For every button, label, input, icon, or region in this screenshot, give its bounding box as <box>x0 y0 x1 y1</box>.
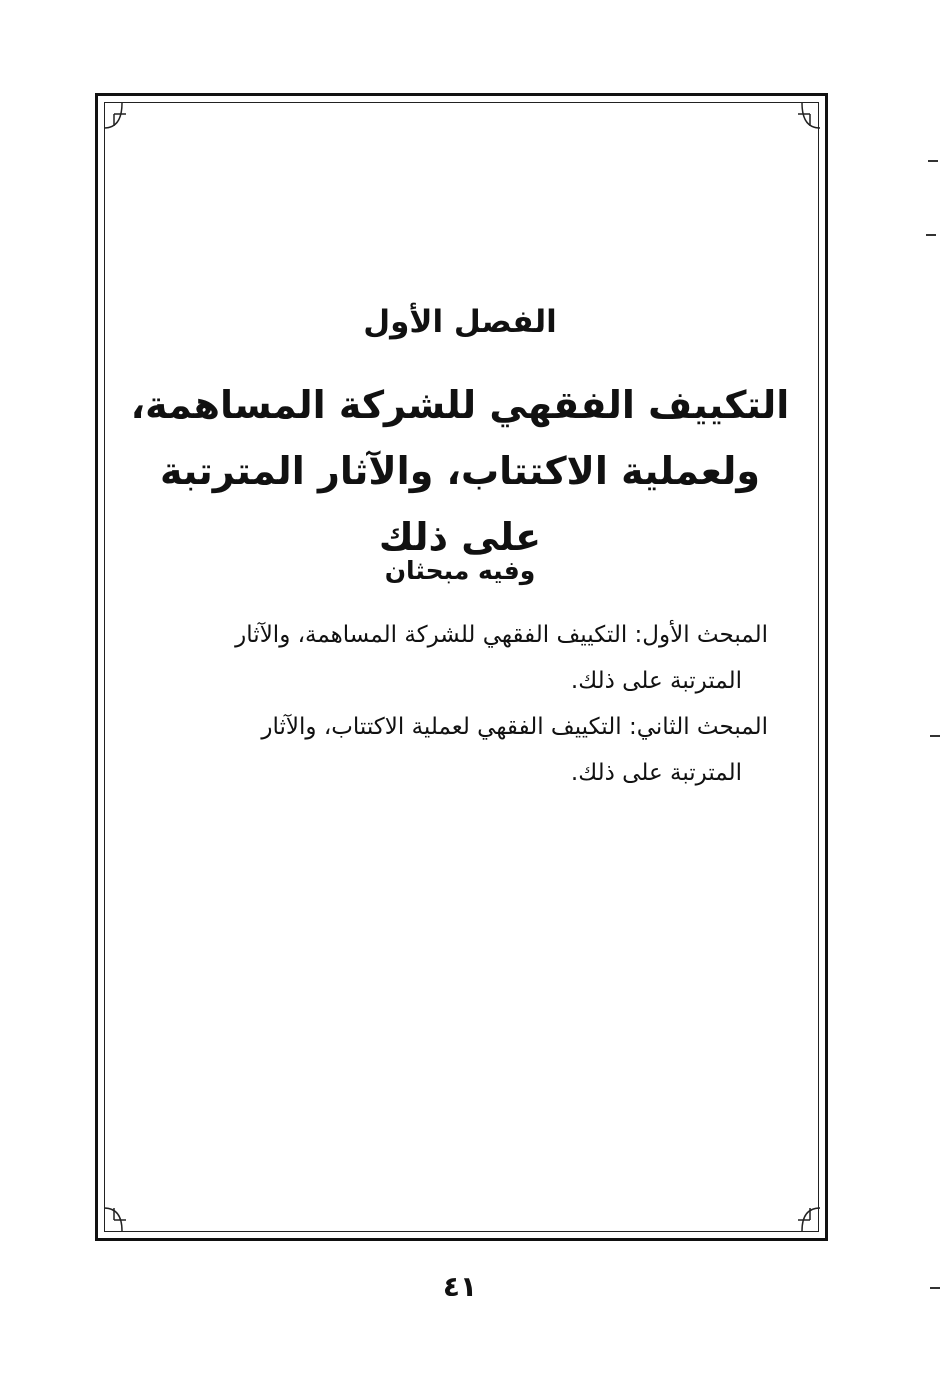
scan-edge-mark <box>930 1287 940 1289</box>
section-item-second <box>148 704 768 796</box>
chapter-title-line-1: التكييف الفقهي للشركة المساهمة، <box>130 383 790 427</box>
section-first-line-2: المترتبة على ذلك. <box>570 668 742 694</box>
scan-edge-mark <box>928 160 938 162</box>
section-first-line-1: المبحث الأول: التكييف الفقهي للشركة المساهمة، والآثار <box>235 622 768 648</box>
chapter-title <box>130 372 790 570</box>
page-number: ٤١ <box>442 1270 478 1303</box>
scan-edge-mark <box>926 234 936 236</box>
section-second-line-1: المبحث الثاني: التكييف الفقهي لعملية الاكتتاب، والآثار <box>261 714 768 740</box>
chapter-title-line-2: ولعملية الاكتتاب، والآثار المترتبة على ذلك <box>159 449 760 559</box>
sections-list <box>148 612 768 796</box>
chapter-label: الفصل الأول <box>363 304 557 340</box>
scan-edge-mark <box>930 735 940 737</box>
chapter-intro: وفيه مبحثان <box>384 556 536 585</box>
section-item-first <box>148 612 768 704</box>
section-second-line-2: المترتبة على ذلك. <box>570 760 742 786</box>
